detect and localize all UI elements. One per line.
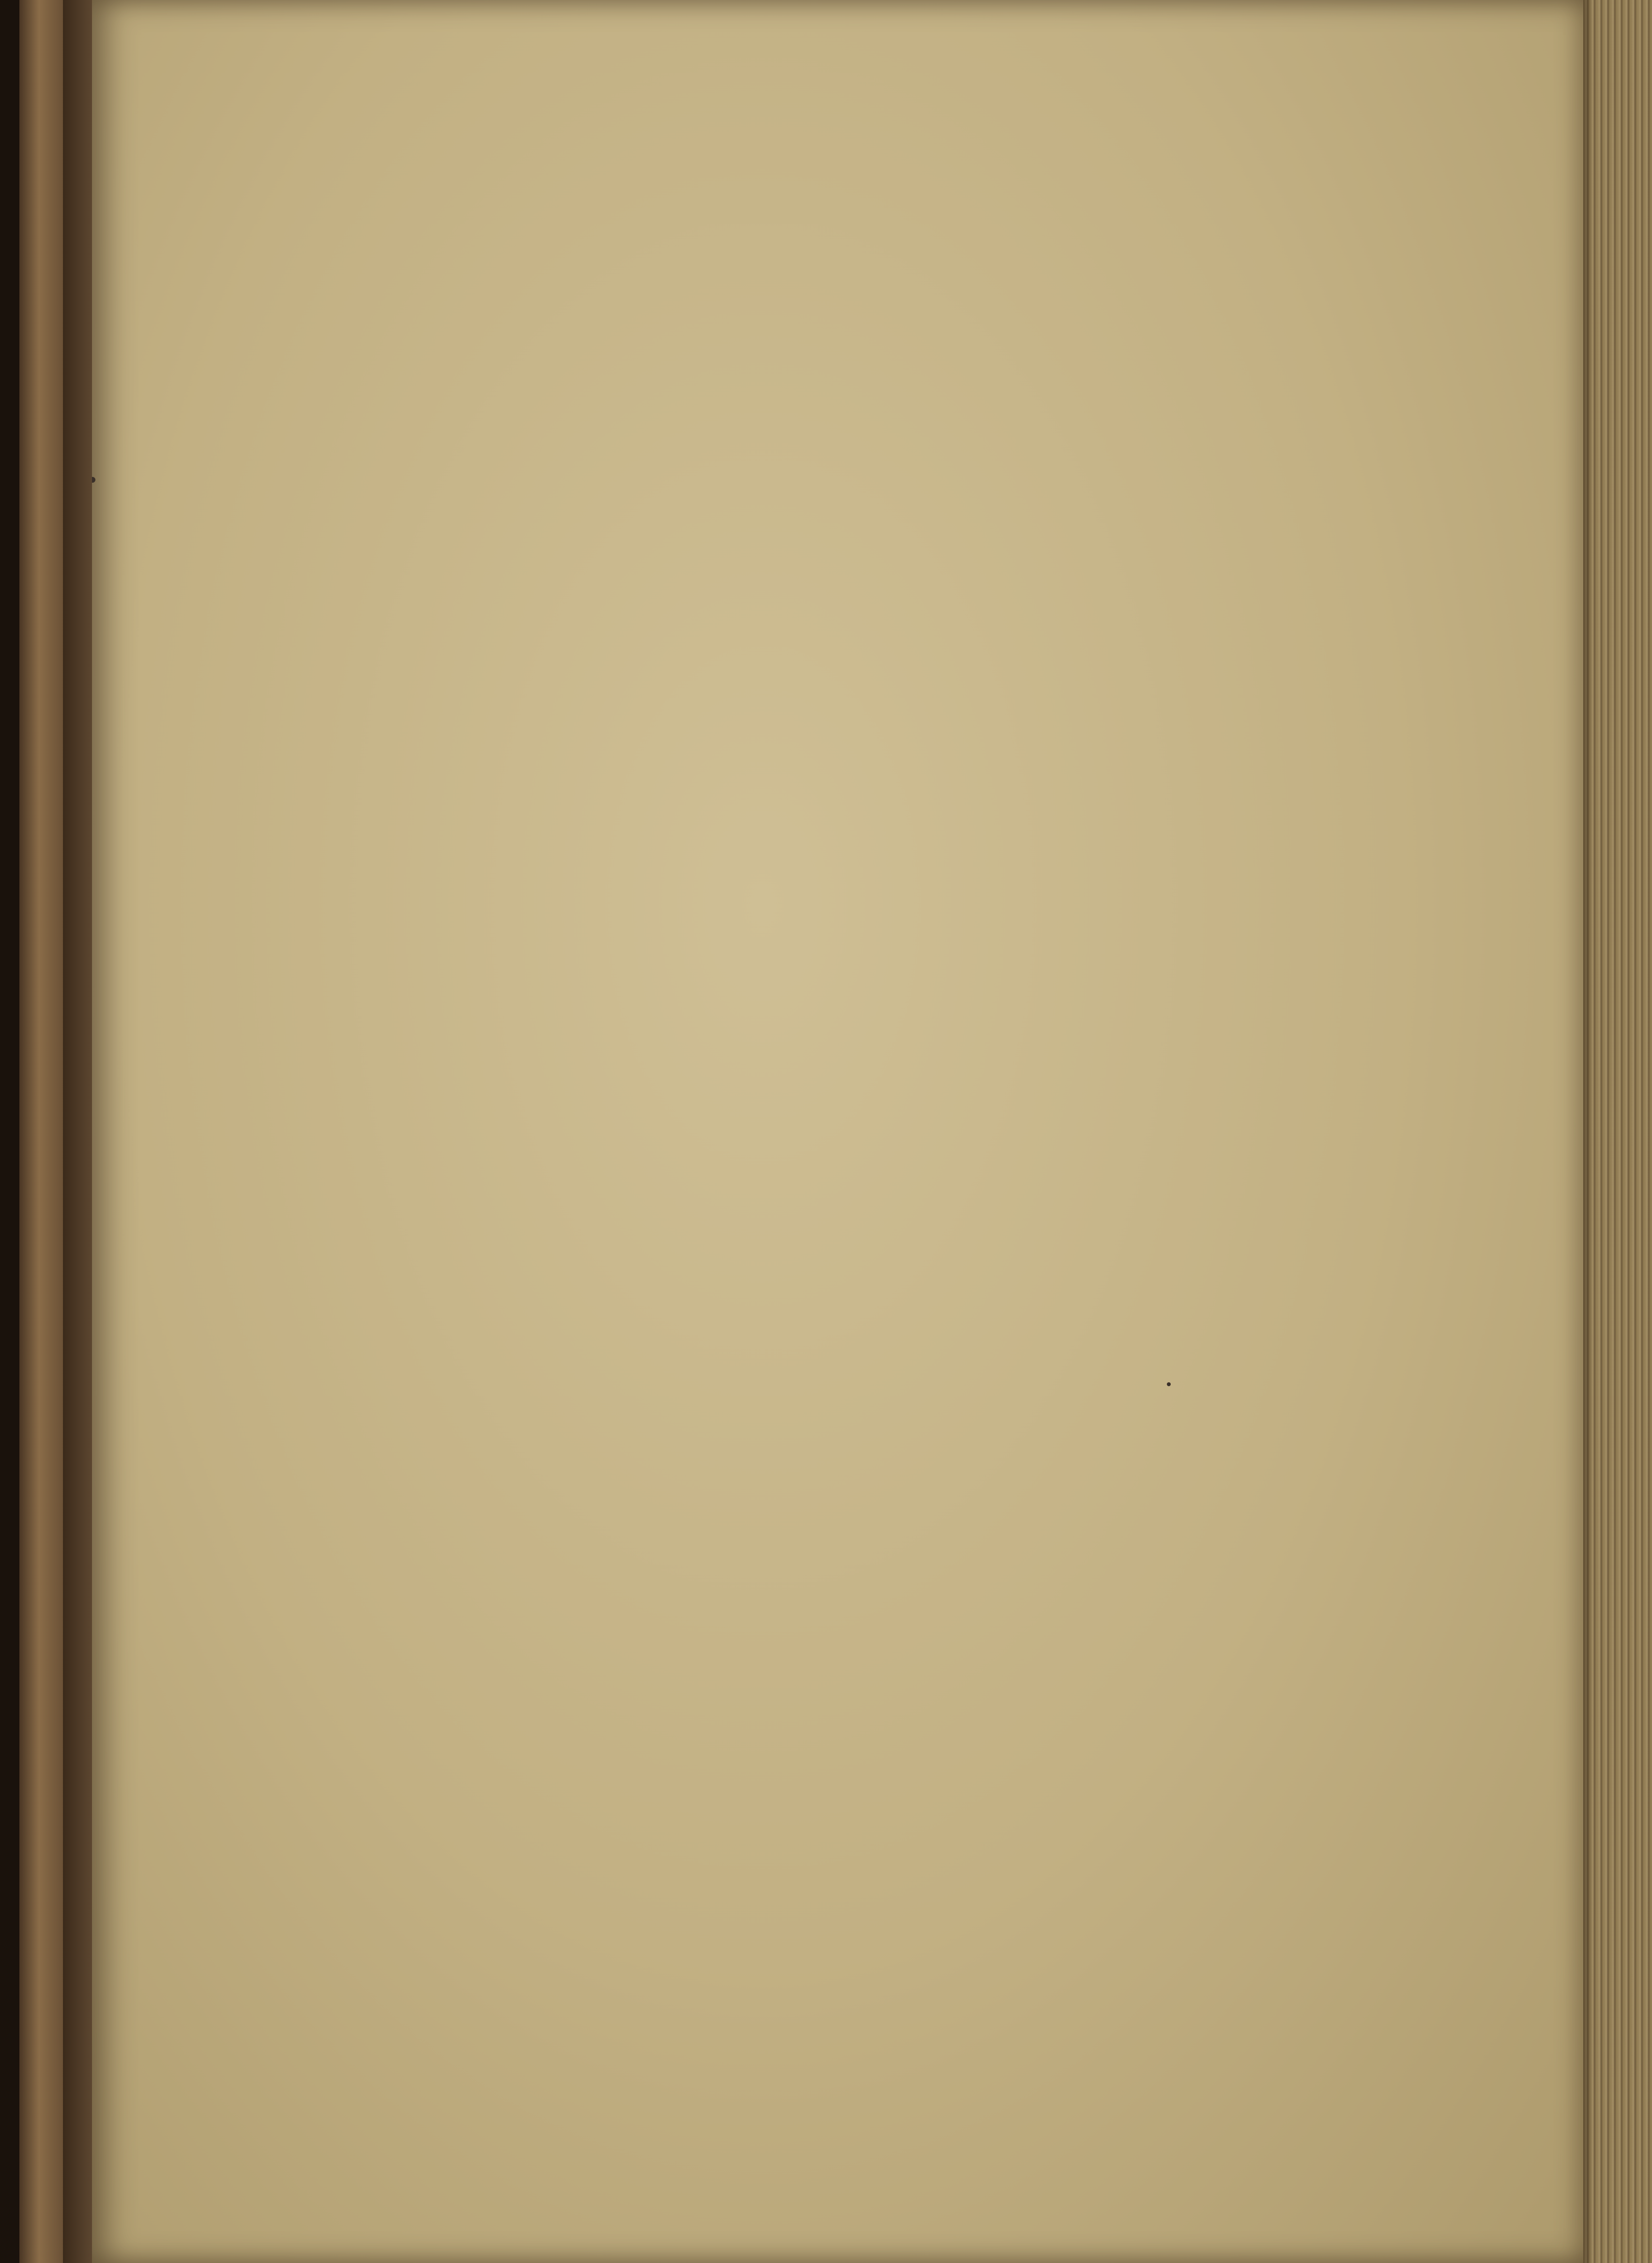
page-stack-edges <box>1583 0 1652 2263</box>
page-stack-shadow <box>1583 0 1593 2263</box>
ink-speck <box>1167 1382 1171 1386</box>
ink-speck <box>92 477 95 483</box>
left-page-edge <box>19 0 63 2263</box>
document-page <box>92 0 1583 2263</box>
page-header <box>92 0 1583 194</box>
book-binding-shadow <box>0 0 19 2263</box>
book-gutter <box>63 0 92 2263</box>
